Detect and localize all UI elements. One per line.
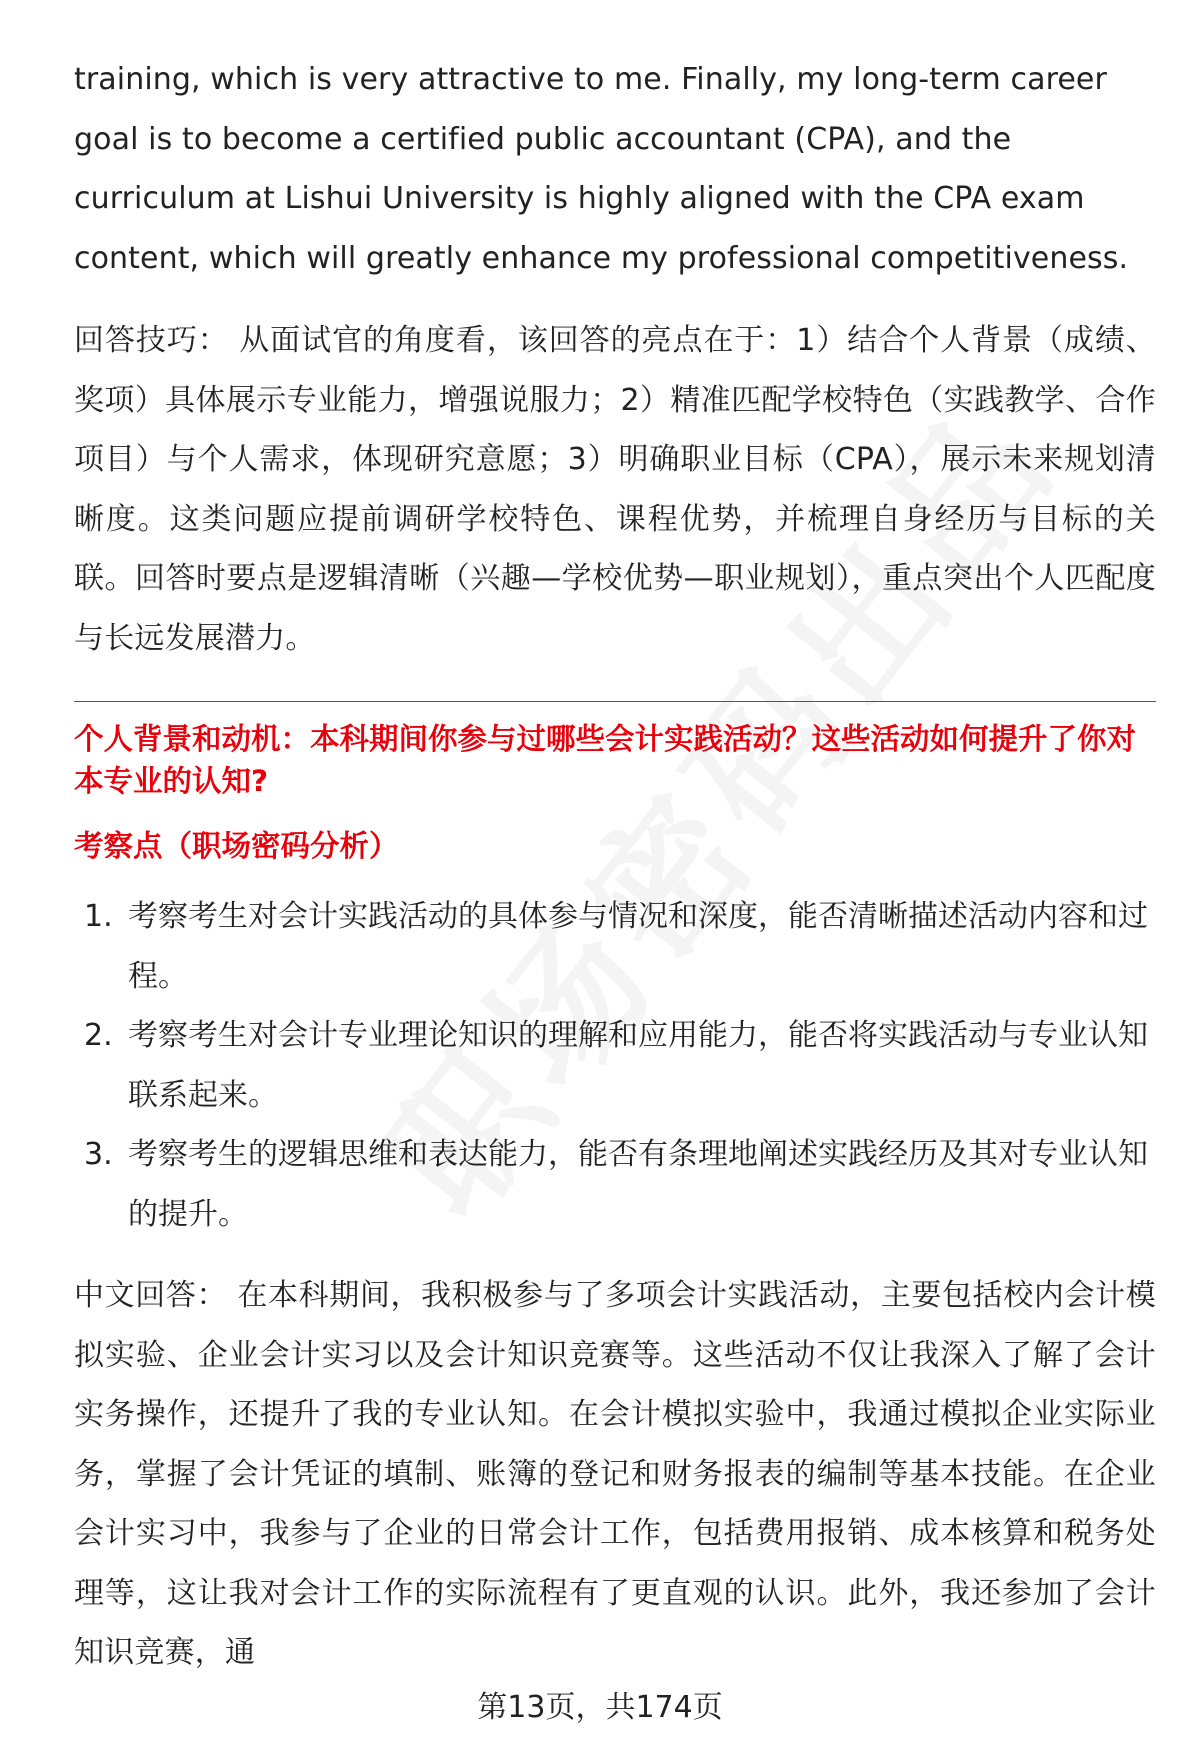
list-item-text: 考察考生对会计专业理论知识的理解和应用能力，能否将实践活动与专业认知联系起来。 xyxy=(128,1018,1148,1113)
intro-paragraph: training, which is very attractive to me. Finally, my long-term career goal is to become a certified public accountant (CPA), and the curriculum at Lishui University is highly aligned with the CPA exam content, which will greatly enhance my professional competitiveness. xyxy=(74,62,1129,276)
list-item-text: 考察考生的逻辑思维和表达能力，能否有条理地阐述实践经历及其对专业认知的提升。 xyxy=(128,1137,1148,1232)
tips-paragraph xyxy=(74,311,1156,668)
list-item-number: 2. xyxy=(84,1018,113,1053)
list-item xyxy=(74,1125,1156,1244)
answer-text: 在本科期间，我积极参与了多项会计实践活动，主要包括校内会计模拟实验、企业会计实习以及会计知识竞赛等。这些活动不仅让我深入了解了会计实务操作，还提升了我的专业认知。在会计模拟实验中，我通过模拟企业实际业务，掌握了会计凭证的填制、账簿的登记和财务报表的编制等基本技能。在企业会计实习中，我参与了企业的日常会计工作，包括费用报销、成本核算和税务处理等，这让我对会计工作的实际流程有了更直观的认识。此外，我还参加了会计知识竞赛，通 xyxy=(74,1278,1156,1670)
document-page xyxy=(74,50,1156,1683)
list-item-number: 3. xyxy=(84,1137,113,1172)
analysis-points-list xyxy=(74,887,1156,1244)
list-item-text: 考察考生对会计实践活动的具体参与情况和深度，能否清晰描述活动内容和过程。 xyxy=(128,899,1148,994)
answer-label: 中文回答： xyxy=(74,1278,228,1313)
list-item xyxy=(74,887,1156,1006)
list-item xyxy=(74,1006,1156,1125)
analysis-subheading: 考察点（职场密码分析） xyxy=(74,829,399,863)
tips-label: 回答技巧： xyxy=(74,323,229,358)
question-heading: 个人背景和动机：本科期间你参与过哪些会计实践活动？这些活动如何提升了你对本专业的认知? xyxy=(74,722,1137,798)
list-item-number: 1. xyxy=(84,899,113,934)
section-divider xyxy=(74,701,1156,702)
tips-text: 从面试官的角度看，该回答的亮点在于：1）结合个人背景（成绩、奖项）具体展示专业能力，增强说服力；2）精准匹配学校特色（实践教学、合作项目）与个人需求，体现研究意愿；3）明确职业目标（CPA），展示未来规划清晰度。这类问题应提前调研学校特色、课程优势，并梳理自身经历与目标的关联。回答时要点是逻辑清晰（兴趣—学校优势—职业规划），重点突出个人匹配度与长远发展潜力。 xyxy=(74,323,1157,656)
page-number-footer: 第13页，共174页 xyxy=(477,1690,723,1725)
answer-paragraph xyxy=(74,1266,1156,1683)
